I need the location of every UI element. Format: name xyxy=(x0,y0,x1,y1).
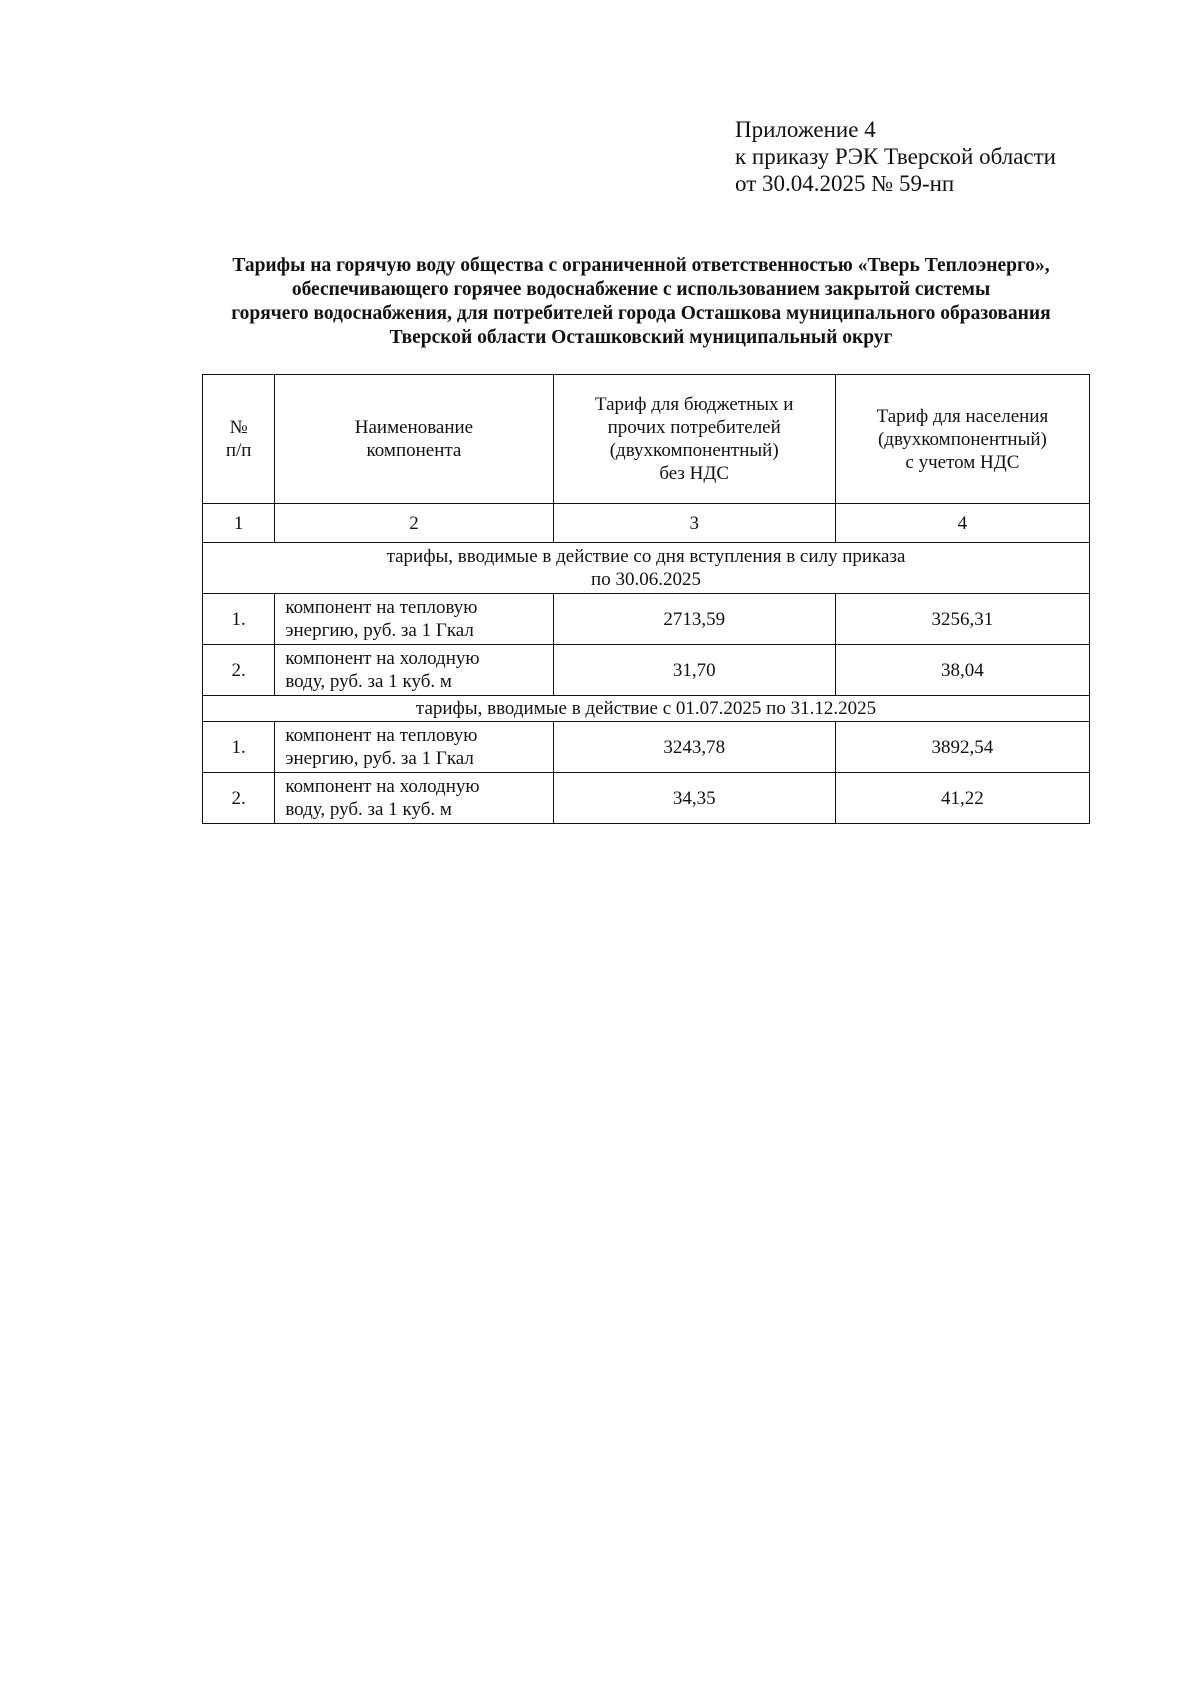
population-tariff-value: 3256,31 xyxy=(835,594,1089,645)
table-row xyxy=(203,722,1090,773)
title-line: Тверской области Осташковский муниципальный округ xyxy=(389,327,893,348)
period-cell: тарифы, вводимые в действие со дня вступления в силу приказа по 30.06.2025 xyxy=(203,543,1090,594)
document-title xyxy=(160,254,1122,350)
population-tariff-value: 38,04 xyxy=(835,645,1089,696)
table-header-row xyxy=(203,375,1090,504)
component-name: компонент на холодную воду, руб. за 1 куб. м xyxy=(275,645,553,696)
header-cell-population-tariff: Тариф для населения (двухкомпонентный) с учетом НДС xyxy=(835,375,1089,504)
component-name: компонент на тепловую энергию, руб. за 1 Гкал xyxy=(275,722,553,773)
column-number-cell: 2 xyxy=(275,504,553,543)
column-number-cell: 1 xyxy=(203,504,275,543)
appendix-line: от 30.04.2025 № 59-нп xyxy=(735,171,955,196)
population-tariff-value: 41,22 xyxy=(835,773,1089,824)
population-tariff-value: 3892,54 xyxy=(835,722,1089,773)
period-cell: тарифы, вводимые в действие с 01.07.2025 по 31.12.2025 xyxy=(203,696,1090,722)
column-number-cell: 3 xyxy=(553,504,835,543)
tariff-table xyxy=(202,374,1090,824)
column-number-row xyxy=(203,504,1090,543)
component-name: компонент на тепловую энергию, руб. за 1 Гкал xyxy=(275,594,553,645)
appendix-note xyxy=(735,116,1056,197)
row-number: 2. xyxy=(203,645,275,696)
column-number-cell: 4 xyxy=(835,504,1089,543)
table-row xyxy=(203,773,1090,824)
row-number: 1. xyxy=(203,594,275,645)
row-number: 1. xyxy=(203,722,275,773)
period-row xyxy=(203,543,1090,594)
appendix-line: к приказу РЭК Тверской области xyxy=(735,144,1056,169)
appendix-line: Приложение 4 xyxy=(735,117,876,142)
budget-tariff-value: 2713,59 xyxy=(553,594,835,645)
period-row xyxy=(203,696,1090,722)
header-cell-number: № п/п xyxy=(203,375,275,504)
table-row xyxy=(203,594,1090,645)
budget-tariff-value: 34,35 xyxy=(553,773,835,824)
budget-tariff-value: 3243,78 xyxy=(553,722,835,773)
title-line: горячего водоснабжения, для потребителей города Осташкова муниципального образования xyxy=(231,303,1051,324)
header-cell-budget-tariff: Тариф для бюджетных и прочих потребителей (двухкомпонентный) без НДС xyxy=(553,375,835,504)
header-cell-component: Наименование компонента xyxy=(275,375,553,504)
component-name: компонент на холодную воду, руб. за 1 куб. м xyxy=(275,773,553,824)
title-line: Тарифы на горячую воду общества с ограниченной ответственностью «Тверь Теплоэнерго», xyxy=(232,255,1050,276)
row-number: 2. xyxy=(203,773,275,824)
title-line: обеспечивающего горячее водоснабжение с использованием закрытой системы xyxy=(291,279,991,300)
table-row xyxy=(203,645,1090,696)
budget-tariff-value: 31,70 xyxy=(553,645,835,696)
